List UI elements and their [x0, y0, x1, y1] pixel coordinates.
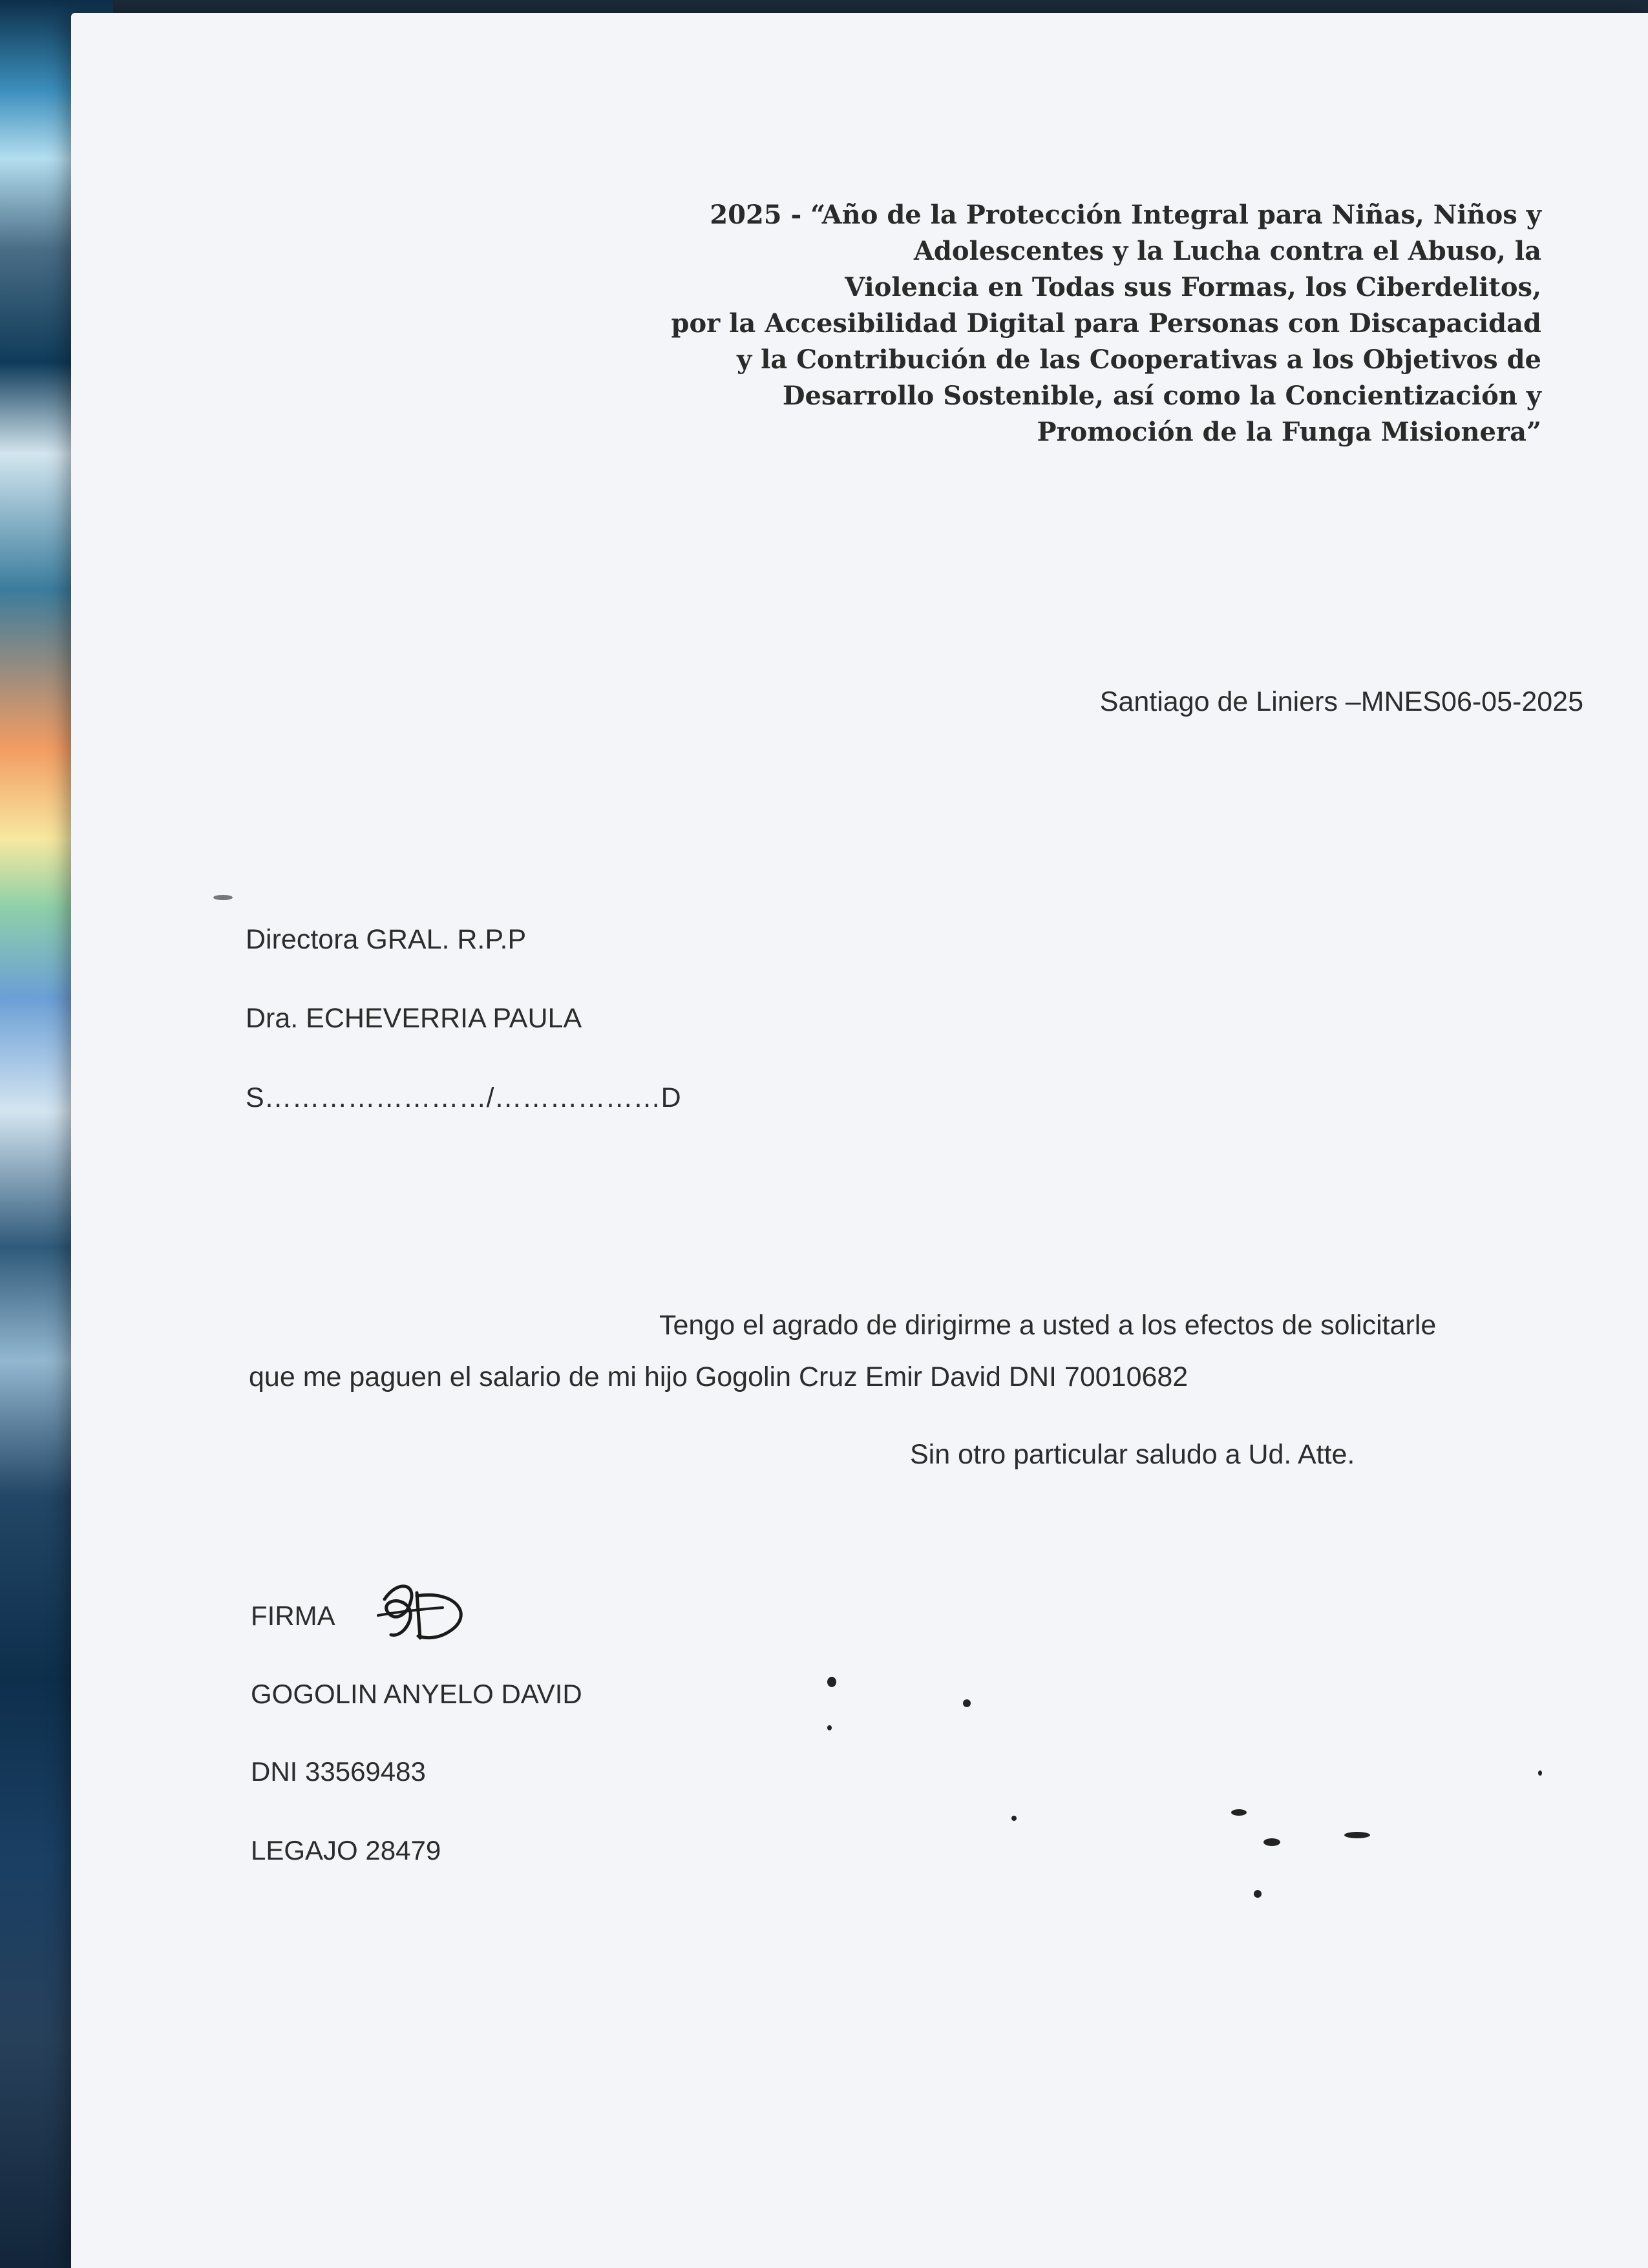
addressee-salutation: S……………………/………………D	[246, 1082, 681, 1113]
scan-speck	[213, 895, 233, 900]
signer-legajo: LEGAJO 28479	[251, 1835, 441, 1865]
signer-name: GOGOLIN ANYELO DAVID	[251, 1679, 582, 1709]
scan-speck	[1231, 1809, 1247, 1816]
scan-speck	[963, 1699, 971, 1707]
signer-dni: DNI 33569483	[251, 1756, 426, 1787]
firma-label: FIRMA	[251, 1601, 335, 1631]
place-date: Santiago de Liniers –MNES06-05-2025	[1099, 686, 1583, 717]
closing-line: Sin otro particular saludo a Ud. Atte.	[910, 1439, 1355, 1470]
scan-speck	[1538, 1770, 1542, 1776]
scan-speck	[1254, 1890, 1262, 1898]
scan-speck	[1011, 1816, 1017, 1821]
handwritten-signature	[372, 1577, 481, 1654]
header-motto: 2025 - “Año de la Protección Integral para Niñas, Niños y Adolescentes y la Lucha contra el Abuso, la Violencia en Todas sus Formas, los Ciberdelitos, por la Accesibilidad Digital para Personas con Discapacidad y la Contribución de las Cooperativas a los Objetivos de Desarrollo Sostenible, así como la Concientización y Promoción de la Funga Misionera”	[671, 200, 1541, 447]
scan-speck	[1263, 1838, 1280, 1846]
scan-speck	[827, 1677, 836, 1687]
body-line-1: Tengo el agrado de dirigirme a usted a los efectos de solicitarle	[659, 1310, 1437, 1341]
body-line-2: que me paguen el salario de mi hijo Gogolin Cruz Emir David DNI 70010682	[249, 1361, 1188, 1392]
scan-speck	[1344, 1832, 1370, 1838]
addressee-name: Dra. ECHEVERRIA PAULA	[246, 1003, 582, 1034]
addressee-title: Directora GRAL. R.P.P	[246, 924, 527, 955]
scan-speck	[827, 1725, 832, 1730]
